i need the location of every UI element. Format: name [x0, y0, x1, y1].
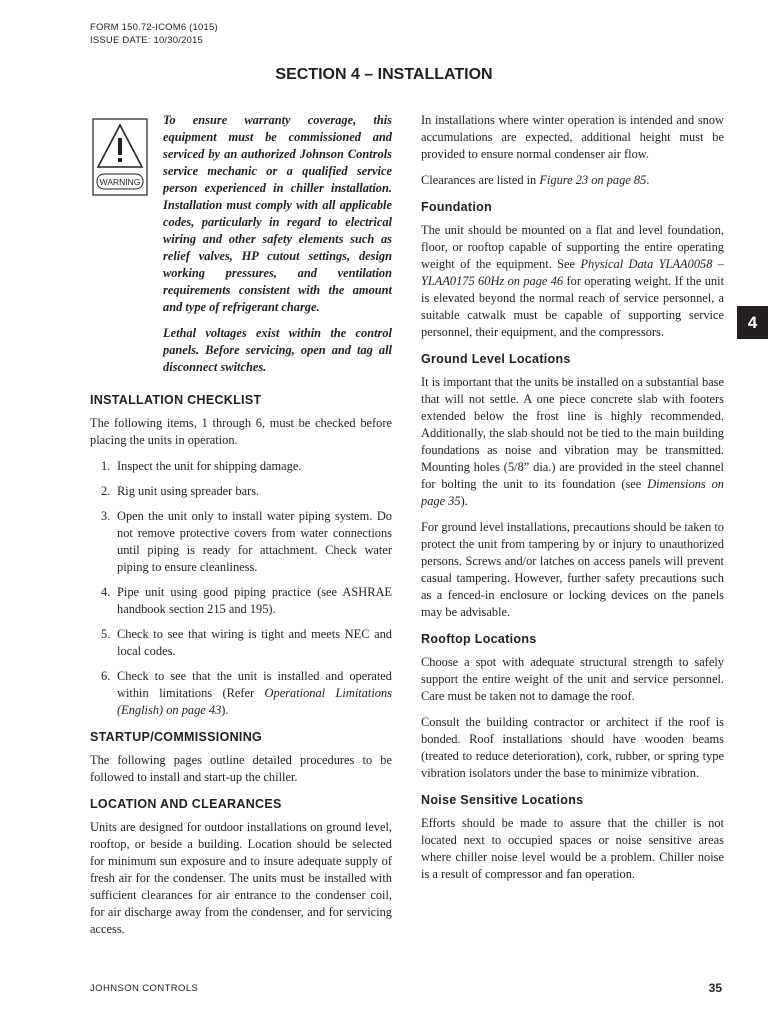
- location-heading: LOCATION AND CLEARANCES: [90, 797, 282, 811]
- list-number: 3.: [101, 509, 111, 523]
- rooftop-heading: Rooftop Locations: [421, 632, 537, 646]
- right-column: [421, 112, 724, 892]
- clearances-pre: Clearances are listed in: [421, 173, 540, 187]
- noise-text: Efforts should be made to assure that the chiller is not located next to occupied spaces or noise sensitive areas where chiller noise level would be a problem. Chiller noise is a result of compressor and fan operation.: [421, 816, 724, 881]
- ground-level-heading: Ground Level Locations: [421, 352, 571, 366]
- clearances-post: .: [646, 173, 650, 187]
- list-text: Check to see that the unit is installed and operated within limitations (Refer: [117, 669, 392, 700]
- list-number: 6.: [101, 669, 111, 683]
- ground-level-precautions: For ground level installations, precautions should be taken to protect the unit from tampering by or injury to unauthorized persons. Screws and/or latches on access panels will prevent casual tampering. However, further safety precautions such as a fenced-in enclosure or locking devices on the panels may be advisable.: [421, 520, 724, 619]
- list-item: [90, 508, 392, 576]
- startup-text: The following pages outline detailed procedures to be followed to install and start-up the chiller.: [90, 753, 392, 784]
- ground-level-text: [421, 374, 724, 510]
- checklist: [90, 458, 392, 719]
- warning-block: [90, 112, 392, 382]
- foundation-post: for operating weight. If the unit is elevated beyond the normal reach of service personnel, a suitable catwalk must be capable of supporting service personnel, their equipment, and the compressors.: [421, 274, 725, 339]
- dimensions-link[interactable]: Dimensions on page 35: [421, 477, 724, 508]
- warning-text-voltage: Lethal voltages exist within the control panels. Before servicing, open and tag all disconnect switches.: [163, 326, 392, 374]
- location-text: Units are designed for outdoor installations on ground level, rooftop, or beside a building. Location should be selected for minimum sun exposure and to insure adequate supply of fresh air for the condenser. The units must be installed with sufficient clearances for air entrance to the condenser coil, for air discharge away from the condenser, and for servicing access.: [90, 820, 392, 936]
- list-text: Open the unit only to install water piping system. Do not remove protective covers from water connections until piping is ready for attachment. Check water piping to ensure cleanliness.: [117, 509, 392, 574]
- list-item: [90, 458, 392, 475]
- foundation-text: [421, 222, 724, 341]
- footer-company: JOHNSON CONTROLS: [90, 983, 199, 994]
- figure-23-link[interactable]: Figure 23 on page 85: [539, 173, 647, 187]
- checklist-intro: The following items, 1 through 6, must be checked before placing the units in operation.: [90, 416, 392, 447]
- ground-post: ).: [460, 494, 468, 508]
- issue-date: ISSUE DATE: 10/30/2015: [90, 35, 204, 46]
- physical-data-link[interactable]: Physical Data YLAA0058 – YLAA0175 60Hz on page 46: [421, 257, 725, 288]
- winter-text: In installations where winter operation is intended and snow accumulations are expected, additional height must be provided to ensure normal condenser air flow.: [421, 113, 724, 161]
- ground-pre: It is important that the units be installed on a substantial base that will not settle. A one piece concrete slab with footers extended below the frost line is highly recommended. Additionally, the slab should not be tied to the main building foundations as noise and vibration may be transmitted. Mounting holes (5/8” dia.) are provided in the steel channel for bolting the unit to its foundation (see: [421, 375, 724, 491]
- page-number: 35: [708, 981, 722, 995]
- rooftop-text: Choose a spot with adequate structural strength to safely support the entire weight of the unit and service personnel. Care must be taken not to damage the roof.: [421, 655, 724, 703]
- noise-heading: Noise Sensitive Locations: [421, 793, 584, 807]
- list-item: [90, 668, 392, 719]
- list-text: Pipe unit using good piping practice (see ASHRAE handbook section 215 and 195).: [117, 585, 392, 616]
- list-text: Check to see that wiring is tight and meets NEC and local codes.: [117, 627, 392, 658]
- foundation-pre: The unit should be mounted on a flat and level foundation, floor, or rooftop capable of supporting the entire operating weight of the equipment. See: [421, 223, 724, 271]
- startup-heading: STARTUP/COMMISSIONING: [90, 730, 263, 744]
- warning-text-warranty: To ensure warranty coverage, this equipment must be commissioned and serviced by an authorized Johnson Controls service mechanic or a qualified service person experienced in chiller installation. Installation must comply with all applicable codes, particularly in regard to electrical wiring and other safety elements such as relief valves, HP cutout settings, design working pressures, and ventilation requirements consistent with the amount and type of refrigerant charge.: [163, 113, 392, 314]
- page-header: [90, 21, 218, 47]
- list-item: [90, 626, 392, 660]
- clearances-text: [421, 172, 724, 189]
- form-number: FORM 150.72-ICOM6 (1015): [90, 22, 218, 33]
- left-column: [90, 112, 392, 947]
- list-number: 1.: [101, 459, 111, 473]
- warning-icon-label: WARNING: [99, 177, 141, 187]
- operational-limitations-link[interactable]: Operational Limitations (English) on page 43: [117, 686, 392, 717]
- list-item: [90, 483, 392, 500]
- list-number: 2.: [101, 484, 111, 498]
- list-number: 4.: [101, 585, 111, 599]
- list-text: Inspect the unit for shipping damage.: [117, 459, 302, 473]
- list-item: [90, 584, 392, 618]
- list-text-end: ).: [221, 703, 229, 717]
- rooftop-text-2: Consult the building contractor or architect if the roof is bonded. Roof installations should have wooden beams (treated to reduce deterioration), cork, rubber, or spring type vibration isolators under the base to minimize vibration.: [421, 715, 724, 780]
- section-title: SECTION 4 – INSTALLATION: [275, 66, 493, 83]
- list-number: 5.: [101, 627, 111, 641]
- list-text: Rig unit using spreader bars.: [117, 484, 260, 498]
- checklist-heading: INSTALLATION CHECKLIST: [90, 393, 262, 407]
- section-tab: 4: [737, 306, 768, 339]
- foundation-heading: Foundation: [421, 200, 493, 214]
- warning-icon: [92, 118, 148, 196]
